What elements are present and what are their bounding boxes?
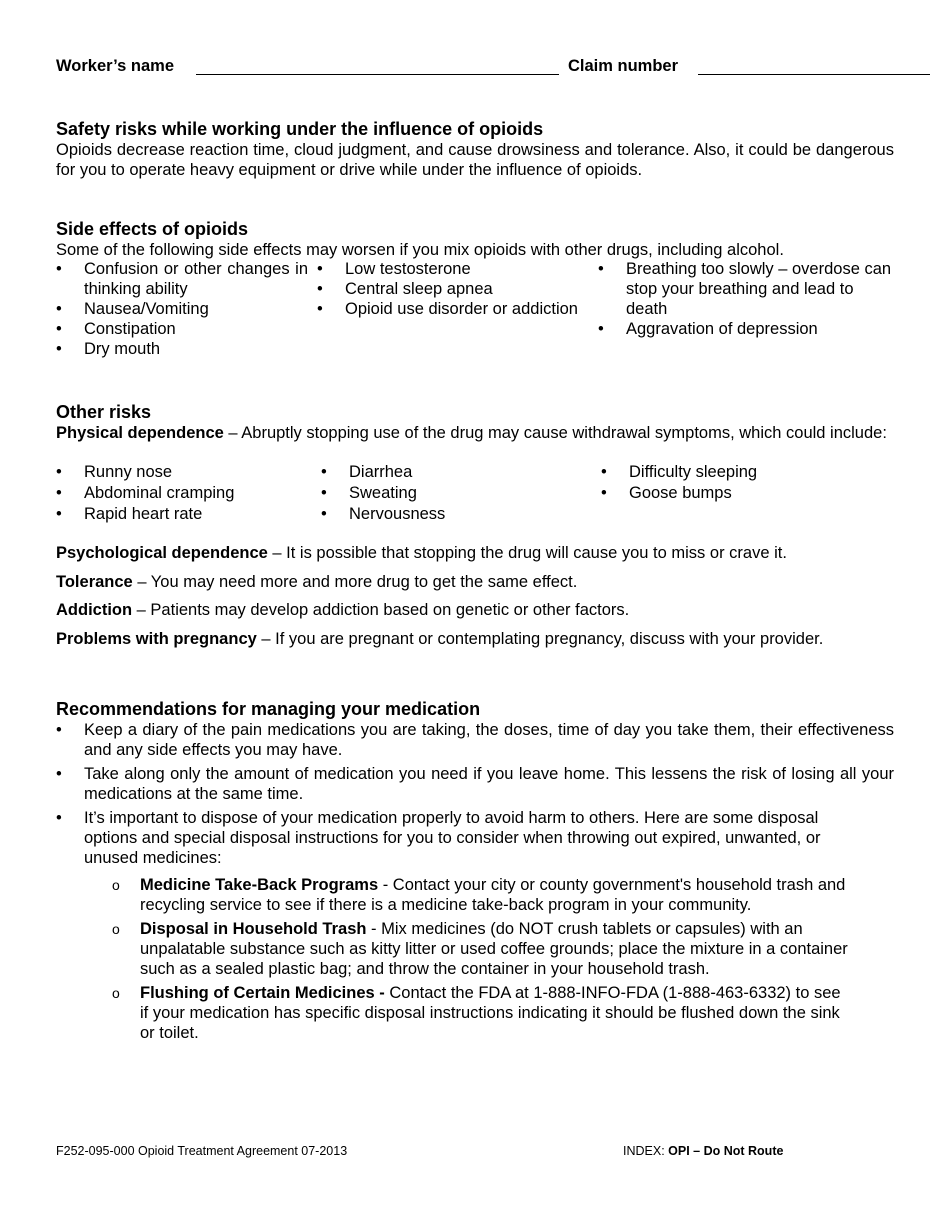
list-item: • Take along only the amount of medication you need if you leave home. This lessens the risk of losing all your medications at the same time.	[56, 765, 894, 803]
list-item: • Keep a diary of the pain medications you are taking, the doses, time of day you take them, their effectiveness and any side effects you may have.	[56, 721, 894, 759]
index-label: INDEX: OPI – Do Not Route	[623, 1144, 784, 1158]
list-item: • Difficulty sleeping	[601, 463, 758, 481]
recommendations-section	[56, 698, 894, 1047]
list-item: • Constipation	[56, 320, 176, 338]
list-item: • Rapid heart rate	[56, 505, 203, 523]
side-effects-col3	[598, 259, 898, 339]
list-item: o Disposal in Household Trash - Mix medicines (do NOT crush tablets or capsules) with an unpalatable substance such as kitty litter or used coffee grounds; place the mixture in a container such as a sealed plastic bag; and throw the container in your household trash.	[112, 920, 848, 978]
list-item: • Confusion or other changes in thinking ability	[56, 260, 308, 298]
withdrawal-col3	[601, 462, 891, 503]
side-effects-col2	[317, 259, 587, 319]
side-effects-section	[56, 218, 894, 260]
bullet-icon: •	[56, 809, 62, 827]
recommendations-heading: Recommendations for managing your medication	[56, 699, 481, 719]
circle-bullet-icon: o	[112, 985, 120, 1001]
worker-name-field[interactable]	[196, 74, 559, 75]
safety-heading: Safety risks while working under the influence of opioids	[56, 119, 544, 139]
bullet-icon: •	[598, 260, 604, 278]
list-item: • Nervousness	[321, 505, 446, 523]
list-item: o Flushing of Certain Medicines - Contact the FDA at 1-888-INFO-FDA (1-888-463-6332) to see if your medication has specific disposal instructions indicating it should be flushed down the sink or toilet.	[112, 984, 841, 1042]
side-effects-intro: Some of the following side effects may worsen if you mix opioids with other drugs, including alcohol.	[56, 241, 784, 259]
bullet-icon: •	[56, 260, 62, 278]
list-item: • Aggravation of depression	[598, 320, 818, 338]
list-item: • Abdominal cramping	[56, 484, 235, 502]
safety-body: Opioids decrease reaction time, cloud judgment, and cause drowsiness and tolerance. Also, it could be dangerous for you to operate heavy equipment or drive while under the influence of opioids.	[56, 141, 894, 179]
pregnancy: Problems with pregnancy – If you are pregnant or contemplating pregnancy, discuss with your provider.	[56, 630, 824, 648]
bullet-icon: •	[56, 721, 62, 739]
list-item: • Central sleep apnea	[317, 280, 493, 298]
index-value: OPI – Do Not Route	[668, 1144, 784, 1158]
bullet-icon: •	[598, 320, 604, 338]
circle-bullet-icon: o	[112, 921, 120, 937]
list-item: • Nausea/Vomiting	[56, 300, 209, 318]
withdrawal-col1	[56, 462, 306, 524]
list-item: • Low testosterone	[317, 260, 471, 278]
tolerance: Tolerance – You may need more and more drug to get the same effect.	[56, 573, 578, 591]
psychological-dependence: Psychological dependence – It is possible that stopping the drug will cause you to miss or crave it.	[56, 544, 787, 562]
bullet-icon: •	[317, 300, 323, 318]
other-risks-heading: Other risks	[56, 402, 152, 422]
list-item: • It’s important to dispose of your medication properly to avoid harm to others. Here are some disposal options and special disposal instructions for you to consider when throwing out expired, unwanted, or unused medicines:	[56, 809, 821, 867]
bullet-icon: •	[321, 505, 327, 523]
claim-number-label: Claim number	[568, 57, 679, 75]
form-id: F252-095-000 Opioid Treatment Agreement 07-2013	[56, 1144, 348, 1158]
claim-number-field[interactable]	[698, 74, 930, 75]
bullet-icon: •	[56, 320, 62, 338]
list-item: • Opioid use disorder or addiction	[317, 300, 578, 318]
bullet-icon: •	[601, 463, 607, 481]
circle-bullet-icon: o	[112, 877, 120, 893]
list-item: o Medicine Take-Back Programs - Contact your city or county government's household trash and recycling service to see if there is a medicine take-back program in your community.	[112, 876, 846, 914]
list-item: • Diarrhea	[321, 463, 413, 481]
safety-section	[56, 118, 894, 180]
other-risks-section	[56, 401, 894, 443]
bullet-icon: •	[56, 484, 62, 502]
bullet-icon: •	[601, 484, 607, 502]
addiction: Addiction – Patients may develop addiction based on genetic or other factors.	[56, 601, 630, 619]
list-item: • Goose bumps	[601, 484, 732, 502]
bullet-icon: •	[56, 505, 62, 523]
worker-name-label: Worker’s name	[56, 57, 174, 75]
bullet-icon: •	[56, 765, 62, 783]
bullet-icon: •	[317, 260, 323, 278]
bullet-icon: •	[56, 340, 62, 358]
withdrawal-col2	[321, 462, 571, 524]
bullet-icon: •	[321, 484, 327, 502]
list-item: • Dry mouth	[56, 340, 161, 358]
bullet-icon: •	[56, 300, 62, 318]
list-item: • Sweating	[321, 484, 417, 502]
list-item: • Runny nose	[56, 463, 173, 481]
side-effects-heading: Side effects of opioids	[56, 219, 249, 239]
bullet-icon: •	[321, 463, 327, 481]
bullet-icon: •	[317, 280, 323, 298]
side-effects-col1	[56, 259, 308, 359]
physical-dependence: Physical dependence – Abruptly stopping use of the drug may cause withdrawal symptoms, which could include:	[56, 424, 887, 442]
bullet-icon: •	[56, 463, 62, 481]
list-item: • Breathing too slowly – overdose can stop your breathing and lead to death	[598, 260, 892, 318]
